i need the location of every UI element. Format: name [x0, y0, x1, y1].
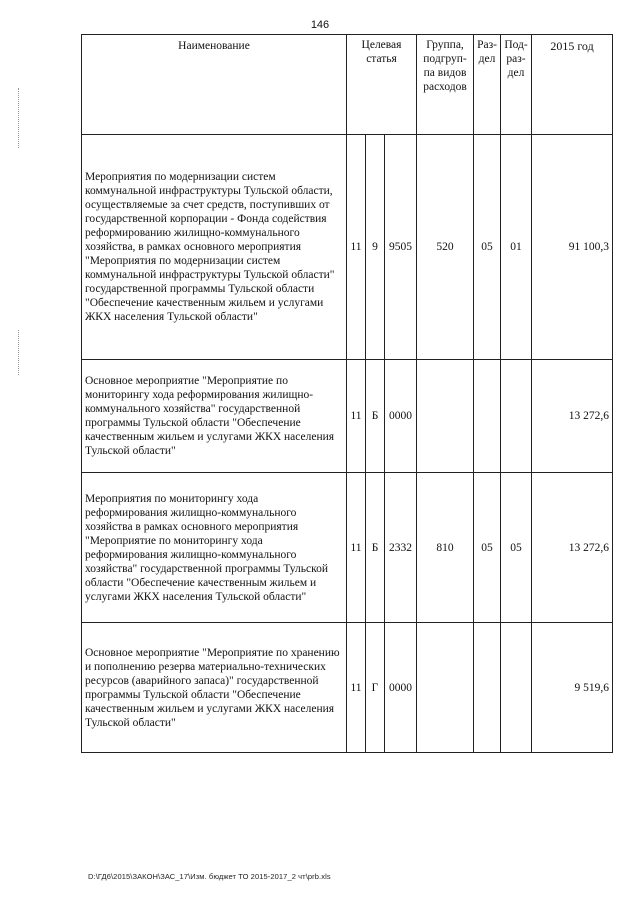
row-name: Основное мероприятие "Мероприятие по мониторингу хода реформирования жилищно-коммунального хозяйства" государственной программы Тульской области "Обеспечение качественным жильем и услугами ЖКХ населения Тульской области" — [82, 360, 347, 473]
footer-file-path: D:\ГД6\2015\ЗАКОН\ЗАС_17\Изм. бюджет ТО 2015-2017_2 чт\prb.xls — [88, 872, 331, 881]
row-section — [474, 623, 501, 753]
row-ts3: 0000 — [385, 360, 417, 473]
row-subsection — [501, 623, 532, 753]
row-group — [417, 360, 474, 473]
header-group-line: Группа, — [426, 39, 464, 51]
row-name: Основное мероприятие "Мероприятие по хранению и пополнению резерва материально-технических ресурсов (аварийного запаса)" государственной программы Тульской области "Обеспечение качественным жильем и услугами ЖКХ населения Тульской области" — [82, 623, 347, 753]
header-subsection-line: Под- — [504, 39, 528, 51]
row-group — [417, 623, 474, 753]
header-group-line: расходов — [423, 81, 467, 93]
header-group-line: па видов — [423, 67, 467, 79]
table-row — [82, 360, 613, 473]
table-row — [82, 135, 613, 360]
header-subsection — [501, 35, 532, 135]
row-ts3: 2332 — [385, 473, 417, 623]
row-amount: 9 519,6 — [532, 623, 613, 753]
row-section: 05 — [474, 135, 501, 360]
margin-marks — [18, 88, 21, 148]
row-ts1: 11 — [347, 360, 366, 473]
row-ts3: 9505 — [385, 135, 417, 360]
row-ts1: 11 — [347, 473, 366, 623]
header-row — [82, 35, 613, 135]
page-number: 146 — [310, 19, 330, 31]
row-subsection: 01 — [501, 135, 532, 360]
header-group-line: подгруп- — [423, 53, 467, 65]
row-name: Мероприятия по модернизации систем коммунальной инфраструктуры Тульской области, осуществляемые за счет средств, поступивших от государственной корпорации - Фонда содействия реформированию жилищно-коммунального хозяйства, в рамках основного мероприятия "Мероприятия по модернизации систем коммунальной инфраструктуры Тульской области" государственной программы Тульской области "Обеспечение качественным жильем и услугами ЖКХ населения Тульской области" — [82, 135, 347, 360]
row-ts3: 0000 — [385, 623, 417, 753]
row-amount: 13 272,6 — [532, 473, 613, 623]
budget-table — [81, 34, 613, 753]
header-subsection-line: раз- — [506, 53, 526, 65]
row-section: 05 — [474, 473, 501, 623]
header-group — [417, 35, 474, 135]
header-section — [474, 35, 501, 135]
row-subsection: 05 — [501, 473, 532, 623]
row-amount: 13 272,6 — [532, 360, 613, 473]
row-ts2: 9 — [366, 135, 385, 360]
header-section-line: дел — [478, 53, 496, 65]
header-target-article — [347, 35, 417, 135]
row-group: 810 — [417, 473, 474, 623]
table-row — [82, 473, 613, 623]
header-subsection-line: дел — [507, 67, 525, 79]
table-row — [82, 623, 613, 753]
header-name: Наименование — [82, 35, 347, 135]
row-ts2: Б — [366, 473, 385, 623]
header-target-article-line: Целевая — [361, 39, 402, 51]
row-name: Мероприятия по мониторингу хода реформирования жилищно-коммунального хозяйства в рамках основного мероприятия "Мероприятие по мониторингу хода реформирования жилищно-коммунального хозяйства" государственной программы Тульской области "Обеспечение качественным жильем и услугами ЖКХ населения Тульской области" — [82, 473, 347, 623]
row-ts1: 11 — [347, 135, 366, 360]
header-year: 2015 год — [532, 35, 613, 135]
row-group: 520 — [417, 135, 474, 360]
row-ts2: Б — [366, 360, 385, 473]
row-ts1: 11 — [347, 623, 366, 753]
header-target-article-line: статья — [366, 53, 397, 65]
row-section — [474, 360, 501, 473]
row-subsection — [501, 360, 532, 473]
row-ts2: Г — [366, 623, 385, 753]
header-section-line: Раз- — [477, 39, 497, 51]
margin-marks — [18, 330, 21, 375]
row-amount: 91 100,3 — [532, 135, 613, 360]
